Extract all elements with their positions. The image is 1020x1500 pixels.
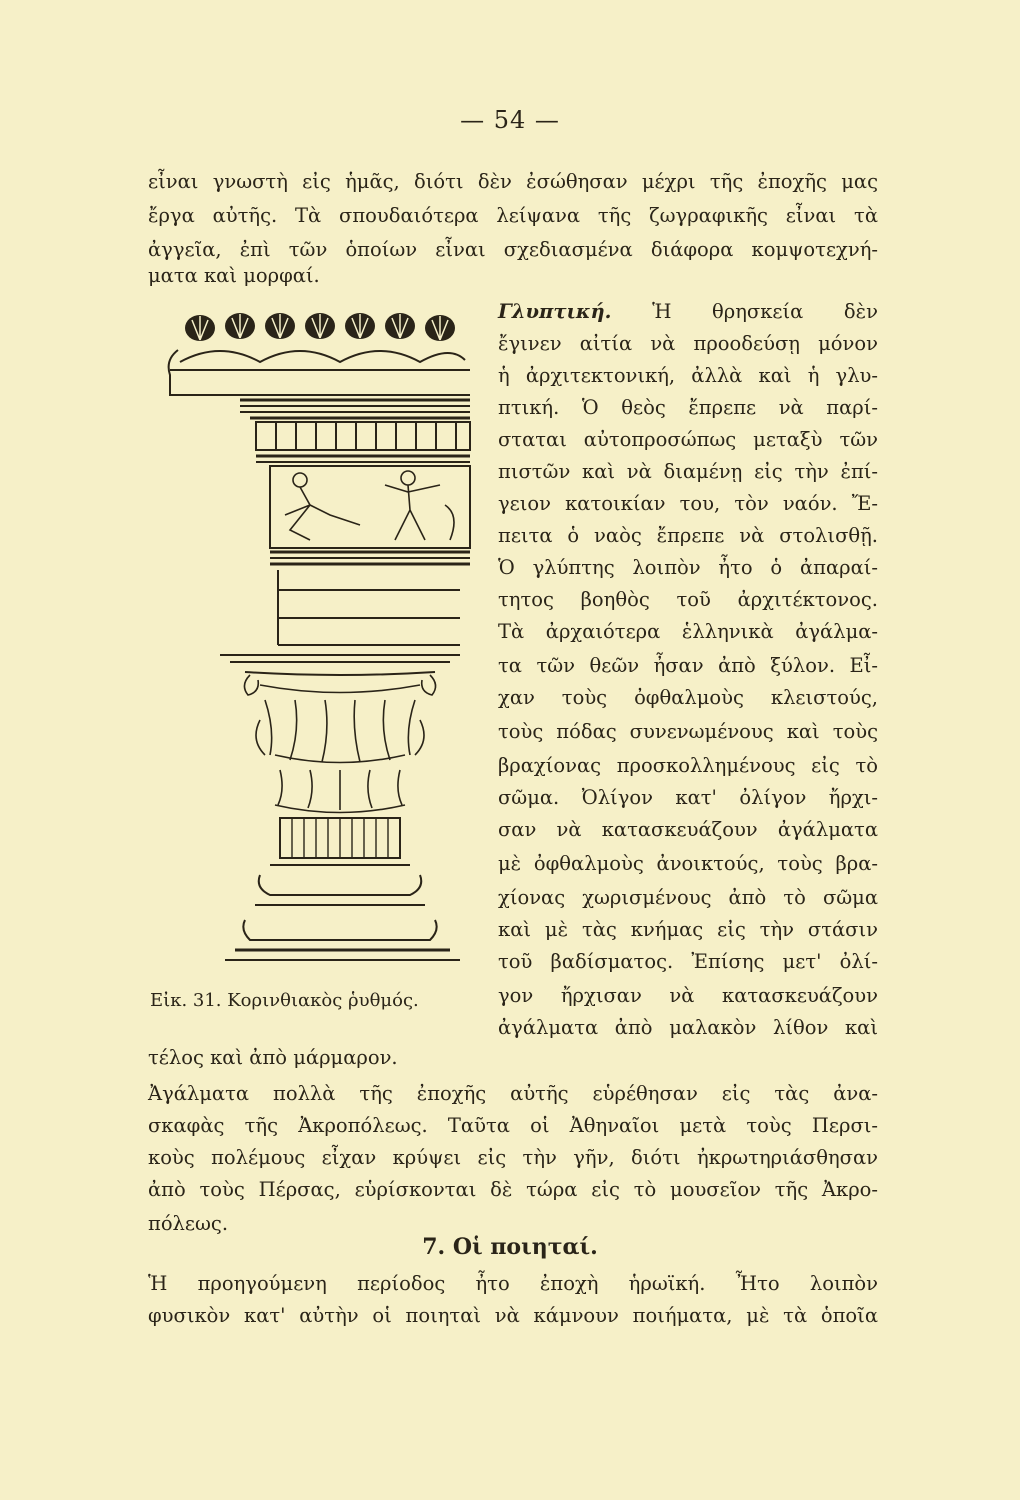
text-line: σῶμα. Ὀλίγον κατ' ὀλίγον ἤρχι- (498, 786, 878, 809)
text-line: ἡ ἀρχιτεκτονική, ἀλλὰ καὶ ἡ γλυ- (498, 364, 878, 387)
text-line: πόλεως. (148, 1212, 229, 1235)
text-line: τοὺς πόδας συνενωμένους καὶ τοὺς (498, 720, 878, 743)
text-line: ἀγάλματα ἀπὸ μαλακὸν λίθον καὶ (498, 1016, 878, 1039)
text-line: Ἡ προηγούμενη περίοδος ἦτο ἐποχὴ ἡρωϊκή. Ἦτο λοιπὸν (148, 1272, 878, 1295)
text-line: πιστῶν καὶ νὰ διαμένῃ εἰς τὴν ἐπί- (498, 460, 878, 483)
text-line: τοῦ βαδίσματος. Ἐπίσης μετ' ὀλί- (498, 950, 878, 973)
text-line: καὶ μὲ τὰς κνήμας εἰς τὴν στάσιν (498, 918, 878, 941)
text-line: κοὺς πολέμους εἶχαν κρύψει εἰς τὴν γῆν, διότι ἠκρωτηριάσθησαν (148, 1146, 878, 1169)
text-line: φυσικὸν κατ' αὐτὴν οἱ ποιηταὶ νὰ κάμνουν ποιήματα, μὲ τὰ ὁποῖα (148, 1304, 878, 1327)
section-title-sculpture: Γλυπτική. (498, 300, 612, 323)
text-line: γον ἤρχισαν νὰ κατασκευάζουν (498, 984, 878, 1007)
text-fragment: Ἡ θρησκεία δὲν (652, 300, 878, 323)
corinthian-column-figure (160, 300, 490, 990)
text-line: χίονας χωρισμένους ἀπὸ τὸ σῶμα (498, 886, 878, 909)
sculpture-first-line (498, 302, 878, 322)
text-line: πειτα ὁ ναὸς ἔπρεπε νὰ στολισθῇ. (498, 524, 878, 547)
text-line: γειον κατοικίαν του, τὸν ναόν. Ἔ- (498, 492, 878, 515)
text-line: ἔγινεν αἰτία νὰ προοδεύσῃ μόνον (498, 332, 878, 355)
corinthian-column-illustration (160, 300, 490, 990)
text-line: Τὰ ἀρχαιότερα ἑλληνικὰ ἀγάλμα- (498, 620, 878, 643)
acanthus-capital (244, 675, 435, 813)
text-line: τα τῶν θεῶν ἦσαν ἀπὸ ξύλον. Εἶ- (498, 654, 878, 677)
figure-caption: Εἰκ. 31. Κορινθιακὸς ῥυθμός. (150, 990, 419, 1011)
text-line: Ὁ γλύπτης λοιπὸν ἦτο ὁ ἀπαραί- (498, 556, 878, 579)
text-line: ἀπὸ τοὺς Πέρσας, εὑρίσκονται δὲ τώρα εἰς τὸ μουσεῖον τῆς Ἀκρο- (148, 1178, 878, 1201)
text-line: χαν τοὺς ὀφθαλμοὺς κλειστούς, (498, 686, 878, 709)
text-line: τητος βοηθὸς τοῦ ἀρχιτέκτονος. (498, 588, 878, 611)
text-line: τέλος καὶ ἀπὸ μάρμαρον. (148, 1046, 398, 1069)
text-line: εἶναι γνωστὴ εἰς ἡμᾶς, διότι δὲν ἐσώθησαν μέχρι τῆς ἐποχῆς μας (148, 170, 878, 193)
text-line: ματα καὶ μορφαί. (148, 264, 320, 287)
text-line: ἔργα αὐτῆς. Τὰ σπουδαιότερα λείψανα τῆς ζωγραφικῆς εἶναι τὰ (148, 204, 878, 227)
section-heading-poets: 7. Οἱ ποιηταί. (422, 1234, 598, 1260)
page-number: — 54 — (460, 106, 560, 134)
text-line: σκαφὰς τῆς Ἀκροπόλεως. Ταῦτα οἱ Ἀθηναῖοι μετὰ τοὺς Περσι- (148, 1114, 878, 1137)
anthemion-crest (180, 313, 465, 362)
text-line: ἀγγεῖα, ἐπὶ τῶν ὁποίων εἶναι σχεδιασμένα διάφορα κομψοτεχνή- (148, 238, 878, 261)
text-line: Ἀγάλματα πολλὰ τῆς ἐποχῆς αὐτῆς εὑρέθησαν εἰς τὰς ἀνα- (148, 1082, 878, 1105)
text-line: πτική. Ὁ θεὸς ἔπρεπε νὰ παρί- (498, 396, 878, 419)
text-line: βραχίονας προσκολλημένους εἰς τὸ (498, 754, 878, 777)
text-line: μὲ ὀφθαλμοὺς ἀνοικτούς, τοὺς βρα- (498, 852, 878, 875)
text-line: σαν νὰ κατασκευάζουν ἀγάλματα (498, 818, 878, 841)
text-line: σταται αὐτοπροσώπως μεταξὺ τῶν (498, 428, 878, 451)
